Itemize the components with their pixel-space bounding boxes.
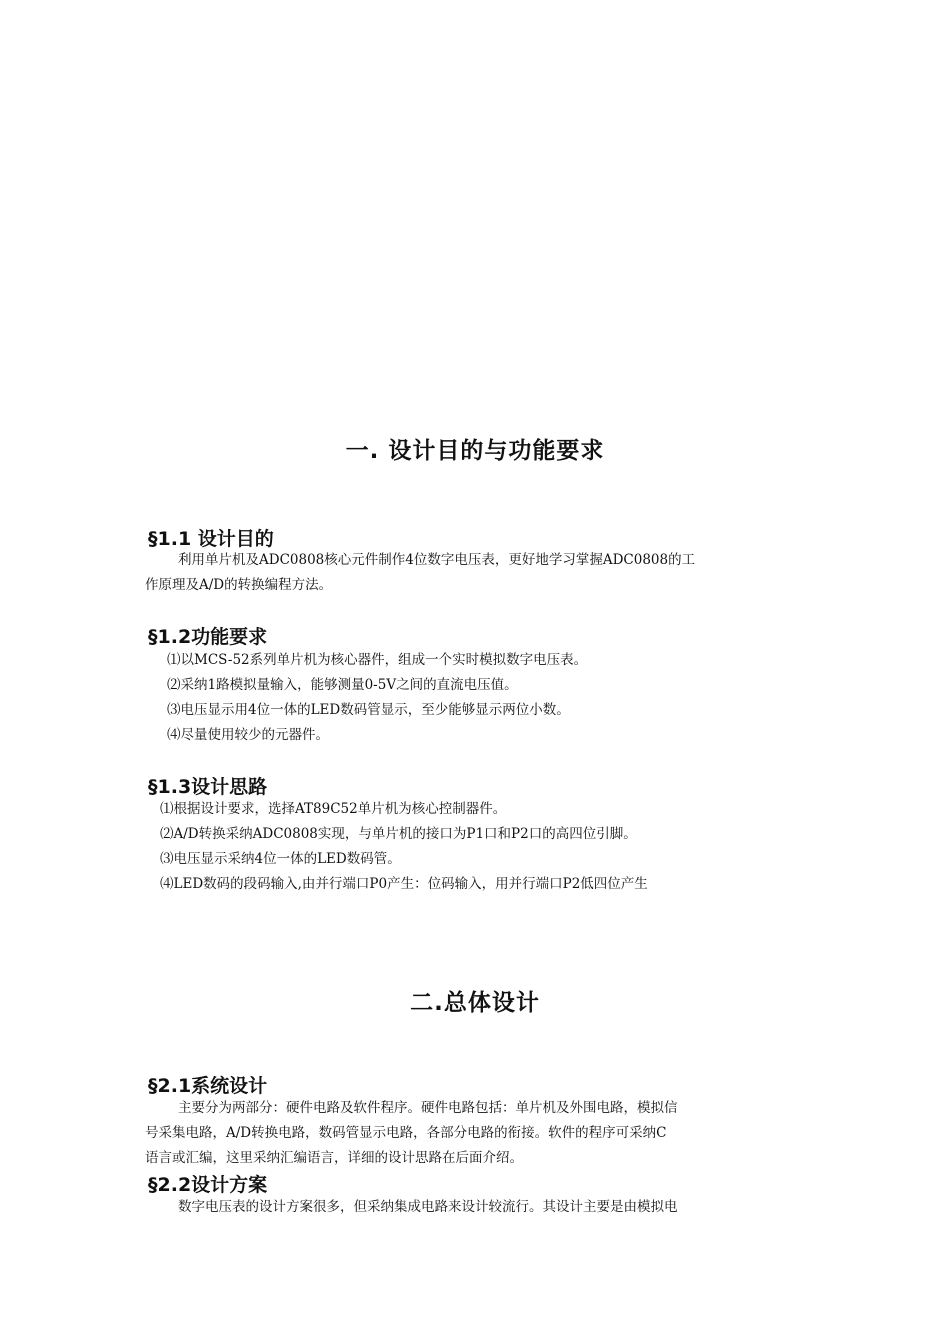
chapter2-title: 二.总体设计	[410, 990, 540, 1016]
list-item: ⑵采纳1路模拟量输入，能够测量0-5V之间的直流电压值。	[167, 677, 518, 693]
paragraph-line: 作原理及A/D的转换编程方法。	[145, 577, 333, 593]
chapter1-title: 一. 设计目的与功能要求	[345, 438, 605, 464]
section-2-1-heading: §2.1系统设计	[148, 1075, 268, 1097]
paragraph-line: 利用单片机及ADC0808核心元件制作4位数字电压表，更好地学习掌握ADC0808的工	[178, 552, 696, 568]
paragraph-line: 号采集电路，A/D转换电路，数码管显示电路，各部分电路的衔接。软件的程序可采纳C	[145, 1125, 667, 1141]
section-1-1-paragraph	[145, 548, 810, 598]
section-1-3-heading: §1.3设计思路	[148, 776, 268, 798]
section-2-2-paragraph	[145, 1195, 810, 1220]
list-item: ⑴根据设计要求，选择AT89C52单片机为核心控制器件。	[160, 801, 507, 817]
list-item: ⑷尽量使用较少的元器件。	[167, 727, 329, 743]
section-2-2-heading: §2.2设计方案	[148, 1174, 268, 1196]
section-2-1-paragraph	[145, 1096, 810, 1171]
list-item: ⑷LED数码的段码输入,由并行端口P0产生：位码输入，用并行端口P2低四位产生	[160, 876, 648, 892]
paragraph-line: 语言或汇编，这里采纳汇编语言，详细的设计思路在后面介绍。	[145, 1150, 523, 1166]
section-1-1-heading: §1.1 设计目的	[148, 528, 274, 550]
list-item: ⑶电压显示采纳4位一体的LED数码管。	[160, 851, 401, 867]
paragraph-line: 主要分为两部分：硬件电路及软件程序。硬件电路包括：单片机及外围电路，模拟信	[178, 1100, 678, 1116]
list-item: ⑵A/D转换采纳ADC0808实现，与单片机的接口为P1口和P2口的高四位引脚。	[160, 826, 637, 842]
list-item: ⑴以MCS-52系列单片机为核心器件，组成一个实时模拟数字电压表。	[167, 652, 588, 668]
list-item: ⑶电压显示用4位一体的LED数码管显示，至少能够显示两位小数。	[167, 702, 570, 718]
paragraph-line: 数字电压表的设计方案很多，但采纳集成电路来设计较流行。其设计主要是由模拟电	[178, 1199, 678, 1215]
section-1-2-heading: §1.2功能要求	[148, 626, 268, 648]
